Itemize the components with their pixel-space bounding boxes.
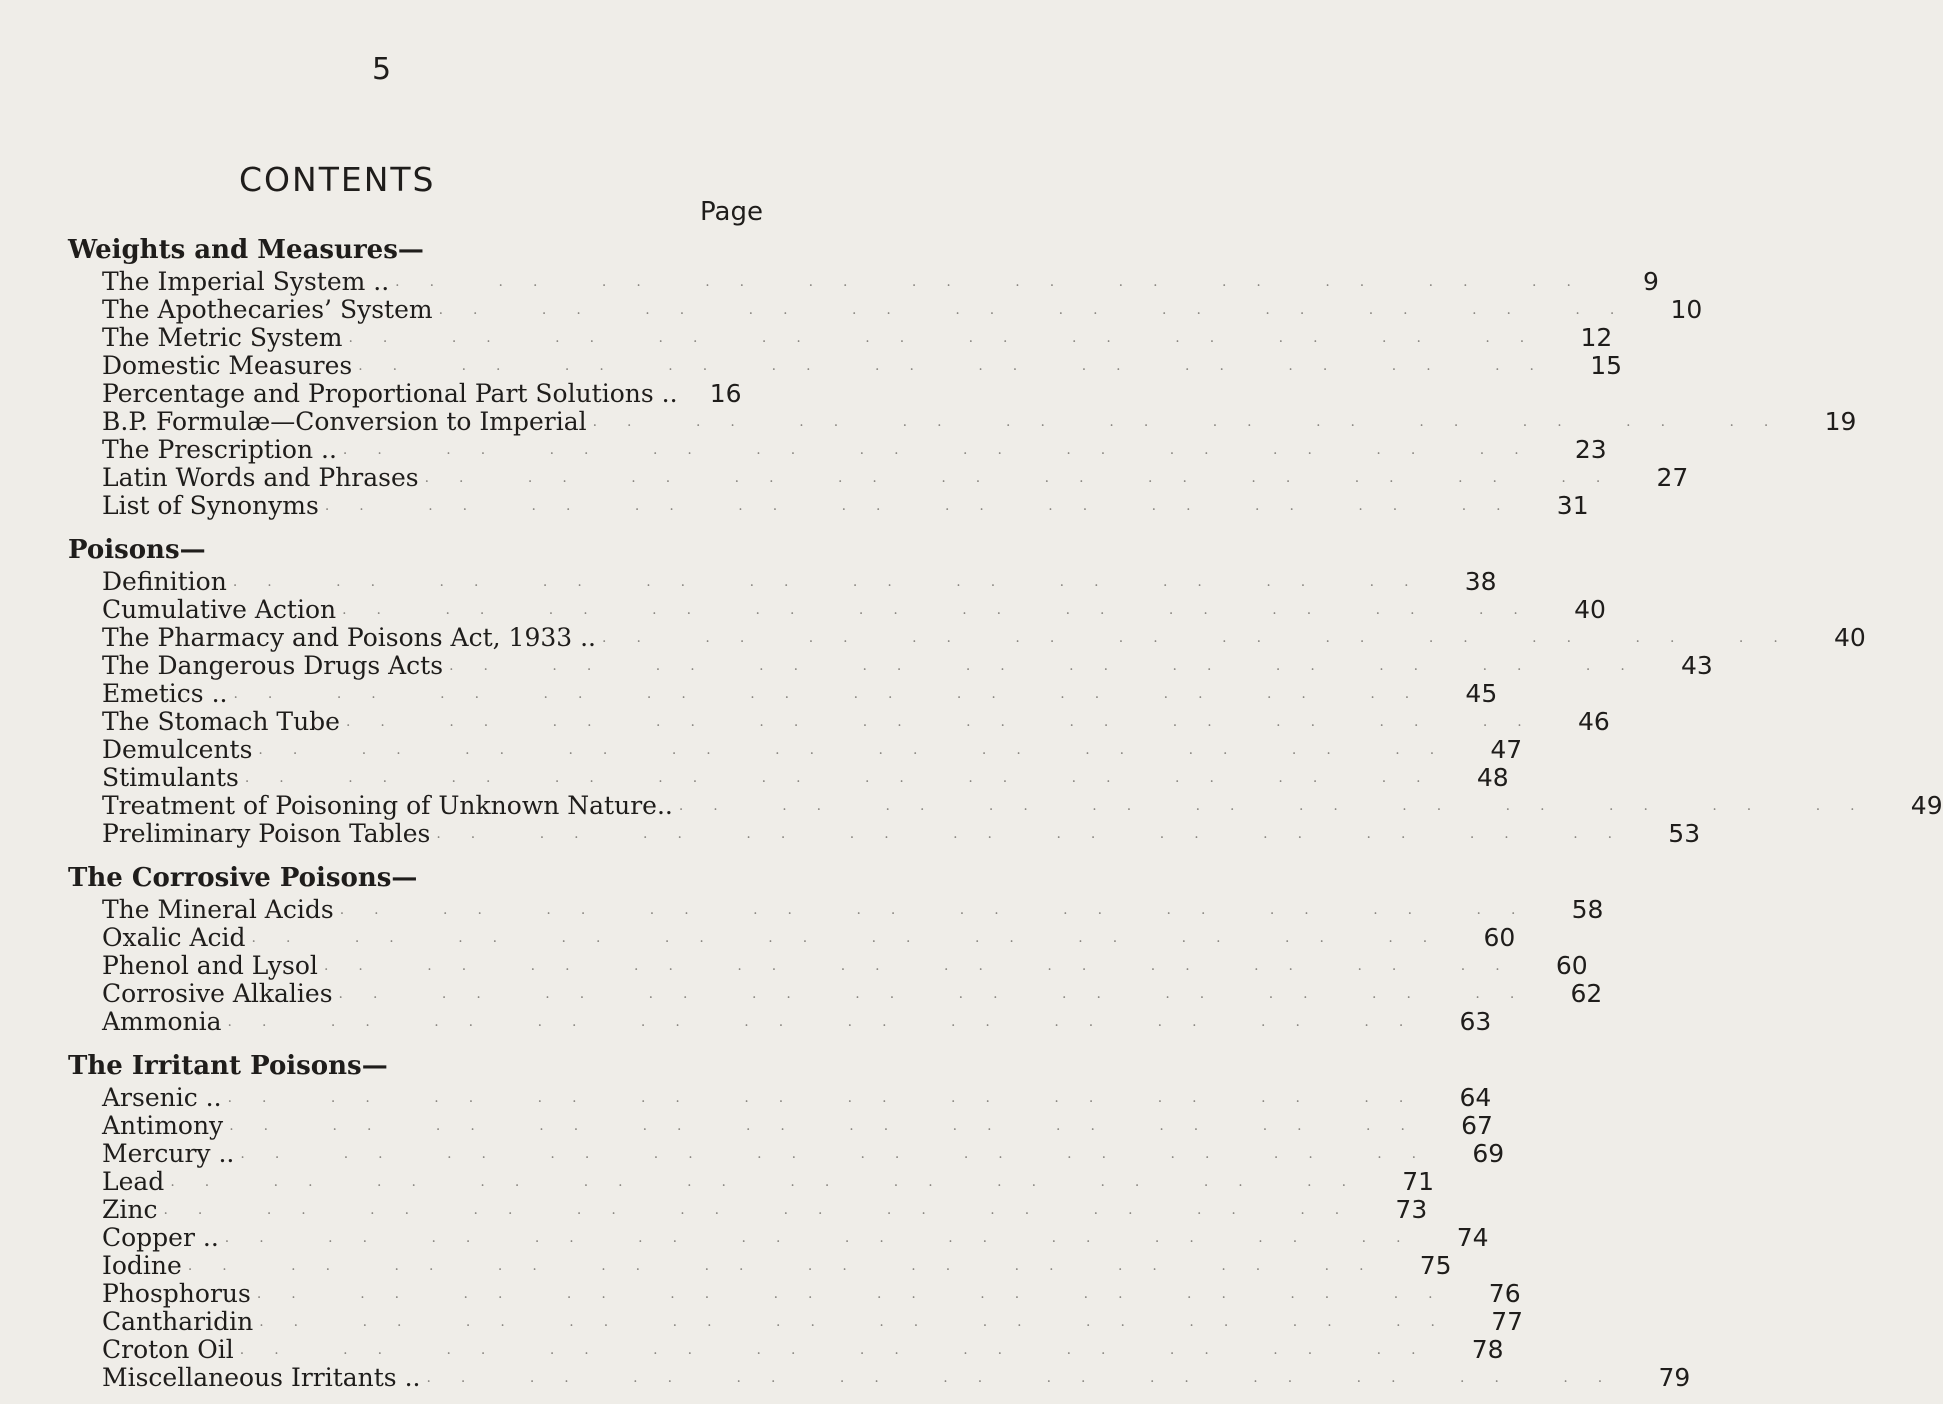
entry-title: The Prescription .. <box>102 435 337 464</box>
entry-page-number: 48 <box>1476 763 1509 792</box>
page-title: CONTENTS <box>239 160 436 199</box>
entry-page-number: 19 <box>1824 407 1857 436</box>
toc-entry <box>68 735 1523 764</box>
dot-leader: ·· ·· ·· ·· ·· ·· ·· ·· ·· ·· ·· ·· <box>244 774 1451 790</box>
entry-title: The Stomach Tube <box>102 707 340 736</box>
entry-title: The Imperial System .. <box>102 267 390 296</box>
toc-entry <box>68 895 1604 924</box>
toc-entry <box>68 435 1607 464</box>
dot-leader: ·· ·· ·· ·· ·· ·· ·· ·· ·· ·· ·· ·· <box>170 1178 1377 1194</box>
entry-page-number: 31 <box>1556 491 1589 520</box>
toc-entry <box>68 951 1588 980</box>
entry-title: Croton Oil <box>102 1335 234 1364</box>
entry-title: Treatment of Poisoning of Unknown Nature.. <box>102 791 673 820</box>
entry-title: Iodine <box>102 1251 182 1280</box>
dot-leader: ·· ·· ·· ·· ·· ·· ·· ·· ·· ·· ·· ·· <box>338 990 1545 1006</box>
entry-page-number: 62 <box>1570 979 1603 1008</box>
section-heading: Poisons— <box>68 535 206 565</box>
dot-leader: ·· ·· ·· ·· ·· ·· ·· ·· ·· ·· ·· ·· <box>239 1346 1446 1362</box>
toc-entry <box>68 1223 1489 1252</box>
dot-leader: ·· ·· ·· ·· ·· ·· ·· ·· ·· ·· ·· ·· <box>342 446 1549 462</box>
entry-page-number: 76 <box>1488 1279 1521 1308</box>
entry-page-number: 9 <box>1643 267 1659 296</box>
entry-title: Stimulants <box>102 763 239 792</box>
toc-entry <box>68 1195 1428 1224</box>
dot-leader: ·· ·· ·· ·· ·· ·· ·· ·· ·· ·· ·· ·· <box>395 278 1601 294</box>
toc-entry <box>68 1167 1435 1196</box>
toc-entry <box>68 567 1497 596</box>
dot-leader: ·· ·· ·· ·· ·· ·· ·· ·· ·· ·· ·· ·· <box>324 502 1531 518</box>
entry-page-number: 78 <box>1471 1335 1504 1364</box>
entry-page-number: 45 <box>1465 679 1498 708</box>
toc-entry <box>68 323 1613 352</box>
entry-page-number: 63 <box>1459 1007 1492 1036</box>
entry-title: Arsenic .. <box>102 1083 222 1112</box>
toc-entry <box>68 463 1689 492</box>
entry-page-number: 73 <box>1395 1195 1428 1224</box>
dot-leader: ·· ·· ·· ·· ·· ·· ·· ·· ·· ·· ·· ·· <box>258 746 1465 762</box>
entry-title: Demulcents <box>102 735 253 764</box>
dot-leader: ·· ·· ·· ·· ·· ·· ·· ·· ·· ·· ·· ·· <box>163 1206 1370 1222</box>
toc-entry <box>68 380 740 408</box>
toc-entry <box>68 819 1701 848</box>
entry-title: Corrosive Alkalies <box>102 979 333 1008</box>
dot-leader: ·· ·· ·· ·· ·· ·· ·· ·· ·· ·· ·· ·· <box>240 1150 1447 1166</box>
entry-title: The Apothecaries’ System <box>102 295 433 324</box>
toc-entry <box>68 491 1589 520</box>
entry-page-number: 43 <box>1681 651 1713 680</box>
dot-leader: ·· ·· ·· ·· ·· ·· ·· ·· ·· ·· ·· ·· <box>323 962 1530 978</box>
section-heading: Weights and Measures— <box>68 235 424 265</box>
dot-leader: ·· ·· ·· ·· ·· ·· ·· ·· ·· ·· ·· ·· <box>232 578 1439 594</box>
section-heading: The Corrosive Poisons— <box>68 863 418 893</box>
entry-page-number: 53 <box>1668 819 1701 848</box>
dot-leader: ·· ·· ·· ·· ·· ·· ·· ·· ·· ·· ·· ·· <box>449 662 1655 678</box>
entry-page-number: 77 <box>1491 1307 1523 1336</box>
page-column-label: Page <box>700 197 763 227</box>
toc-section <box>68 1048 1691 1392</box>
toc-entry <box>68 1007 1492 1036</box>
toc-entry <box>68 351 1622 380</box>
entry-title: The Metric System <box>102 323 343 352</box>
entry-title: The Mineral Acids <box>102 895 334 924</box>
toc-entry <box>68 267 1659 296</box>
entry-page-number: 12 <box>1580 323 1613 352</box>
toc-entry <box>68 1083 1492 1112</box>
entry-title: Antimony <box>102 1111 224 1140</box>
entry-title: B.P. Formulæ—Conversion to Imperial <box>102 407 587 436</box>
entry-title: Cantharidin <box>102 1307 254 1336</box>
entry-page-number: 49 <box>1910 791 1943 820</box>
entry-page-number: 23 <box>1574 435 1607 464</box>
section-heading: The Irritant Poisons— <box>68 1051 388 1081</box>
entry-title: The Dangerous Drugs Acts <box>102 651 444 680</box>
toc-entry <box>68 651 1713 680</box>
dot-leader: ·· ·· ·· ·· ·· ·· ·· ·· ·· ·· ·· ·· <box>424 474 1631 490</box>
entry-page-number: 46 <box>1577 707 1610 736</box>
entry-page-number: 10 <box>1670 295 1703 324</box>
toc-entry <box>68 1279 1521 1308</box>
entry-title: List of Synonyms <box>102 491 319 520</box>
entry-title: Cumulative Action <box>102 595 337 624</box>
entry-page-number: 71 <box>1402 1167 1435 1196</box>
toc-section <box>68 232 1857 520</box>
entry-page-number: 38 <box>1464 567 1497 596</box>
toc-entry <box>68 923 1516 952</box>
entry-page-number: 67 <box>1461 1111 1493 1140</box>
entry-title: Phosphorus <box>102 1279 251 1308</box>
toc-entry <box>68 295 1703 324</box>
entry-page-number: 40 <box>1833 623 1866 652</box>
toc-entry <box>68 791 1943 820</box>
entry-title: Zinc <box>102 1195 158 1224</box>
toc-entry <box>68 1335 1504 1364</box>
dot-leader: ·· ·· ·· ·· ·· ·· ·· ·· ·· ·· ·· ·· <box>233 690 1440 706</box>
toc-entry <box>68 595 1606 624</box>
entry-title: Lead <box>102 1167 165 1196</box>
dot-leader: ·· ·· ·· ·· ·· ·· ·· ·· ·· ·· ·· ·· <box>342 606 1548 622</box>
entry-title: Emetics .. <box>102 679 228 708</box>
dot-leader: ·· ·· ·· ·· ·· ·· ·· ·· ·· ·· ·· ·· <box>602 634 1808 650</box>
dot-leader: ·· ·· ·· ·· ·· ·· ·· ·· ·· ·· ·· ·· <box>251 934 1458 950</box>
entry-title: Latin Words and Phrases <box>102 463 419 492</box>
entry-page-number: 27 <box>1656 463 1689 492</box>
entry-title: Mercury .. <box>102 1139 235 1168</box>
entry-page-number: 40 <box>1574 595 1606 624</box>
toc-section <box>68 860 1604 1036</box>
dot-leader: ·· ·· ·· ·· ·· ·· ·· ·· ·· ·· ·· ·· <box>345 718 1552 734</box>
entry-page-number: 58 <box>1571 895 1604 924</box>
entry-title: Preliminary Poison Tables <box>102 819 431 848</box>
entry-title: Ammonia <box>102 1007 222 1036</box>
dot-leader: ·· ·· ·· ·· ·· ·· ·· ·· ·· ·· ·· ·· <box>358 362 1564 378</box>
dot-leader: ·· ·· ·· ·· ·· ·· ·· ·· ·· ·· ·· ·· <box>256 1290 1463 1306</box>
entry-title: Domestic Measures <box>102 351 353 380</box>
toc-entry <box>68 407 1857 436</box>
toc-entry <box>68 1363 1691 1392</box>
toc-entry <box>68 1111 1493 1140</box>
toc-entry <box>68 707 1610 736</box>
page-number: 5 <box>372 52 392 87</box>
dot-leader: ·· ·· ·· ·· ·· ·· ·· ·· ·· ·· ·· ·· <box>438 306 1645 322</box>
toc-entry <box>68 979 1603 1008</box>
entry-page-number: 69 <box>1472 1139 1505 1168</box>
entry-title: Definition <box>102 567 227 596</box>
dot-leader: ·· ·· ·· ·· ·· ·· ·· ·· ·· ·· ·· ·· <box>592 418 1799 434</box>
entry-page-number: 16 <box>709 379 742 408</box>
entry-page-number: 75 <box>1419 1251 1452 1280</box>
dot-leader: ·· ·· ·· ·· ·· ·· ·· ·· ·· ·· ·· ·· <box>678 802 1885 818</box>
toc-section <box>68 532 1943 848</box>
dot-leader: ·· ·· ·· ·· ·· ·· ·· ·· ·· ·· ·· ·· <box>348 334 1555 350</box>
entry-title: Copper .. <box>102 1223 219 1252</box>
entry-page-number: 60 <box>1483 923 1516 952</box>
entry-page-number: 74 <box>1456 1223 1489 1252</box>
entry-title: Miscellaneous Irritants .. <box>102 1363 421 1392</box>
dot-leader: ·· ·· ·· ·· ·· ·· ·· ·· ·· ·· ·· ·· <box>229 1122 1435 1138</box>
toc-entry <box>68 623 1866 652</box>
toc-entry <box>68 679 1498 708</box>
dot-leader: ·· ·· ·· ·· ·· ·· ·· ·· ·· ·· ·· ·· <box>436 830 1643 846</box>
toc-entry <box>68 763 1509 792</box>
entry-page-number: 79 <box>1658 1363 1691 1392</box>
toc-entry <box>68 1307 1523 1336</box>
dot-leader: ·· ·· ·· ·· ·· ·· ·· ·· ·· ·· ·· ·· <box>224 1234 1431 1250</box>
dot-leader: ·· ·· ·· ·· ·· ·· ·· ·· ·· ·· ·· ·· <box>259 1318 1465 1334</box>
entry-page-number: 60 <box>1555 951 1588 980</box>
toc-entry <box>68 1251 1452 1280</box>
entry-page-number: 47 <box>1490 735 1523 764</box>
dot-leader: ·· ·· ·· ·· ·· ·· ·· ·· ·· ·· ·· ·· <box>426 1374 1633 1390</box>
dot-leader: ·· ·· ·· ·· ·· ·· ·· ·· ·· ·· ·· ·· <box>187 1262 1394 1278</box>
dot-leader: ·· ·· ·· ·· ·· ·· ·· ·· ·· ·· ·· ·· <box>227 1018 1434 1034</box>
entry-title: Oxalic Acid <box>102 923 246 952</box>
entry-page-number: 15 <box>1590 351 1622 380</box>
entry-title: Percentage and Proportional Part Solutions .. <box>102 379 678 408</box>
entry-title: Phenol and Lysol <box>102 951 318 980</box>
table-of-contents <box>68 232 1943 1404</box>
entry-page-number: 64 <box>1459 1083 1492 1112</box>
dot-leader: ·· ·· ·· ·· ·· ·· ·· ·· ·· ·· ·· ·· <box>339 906 1546 922</box>
entry-title: The Pharmacy and Poisons Act, 1933 .. <box>102 623 597 652</box>
toc-entry <box>68 1139 1505 1168</box>
dot-leader: ·· ·· ·· ·· ·· ·· ·· ·· ·· ·· ·· ·· <box>227 1094 1434 1110</box>
